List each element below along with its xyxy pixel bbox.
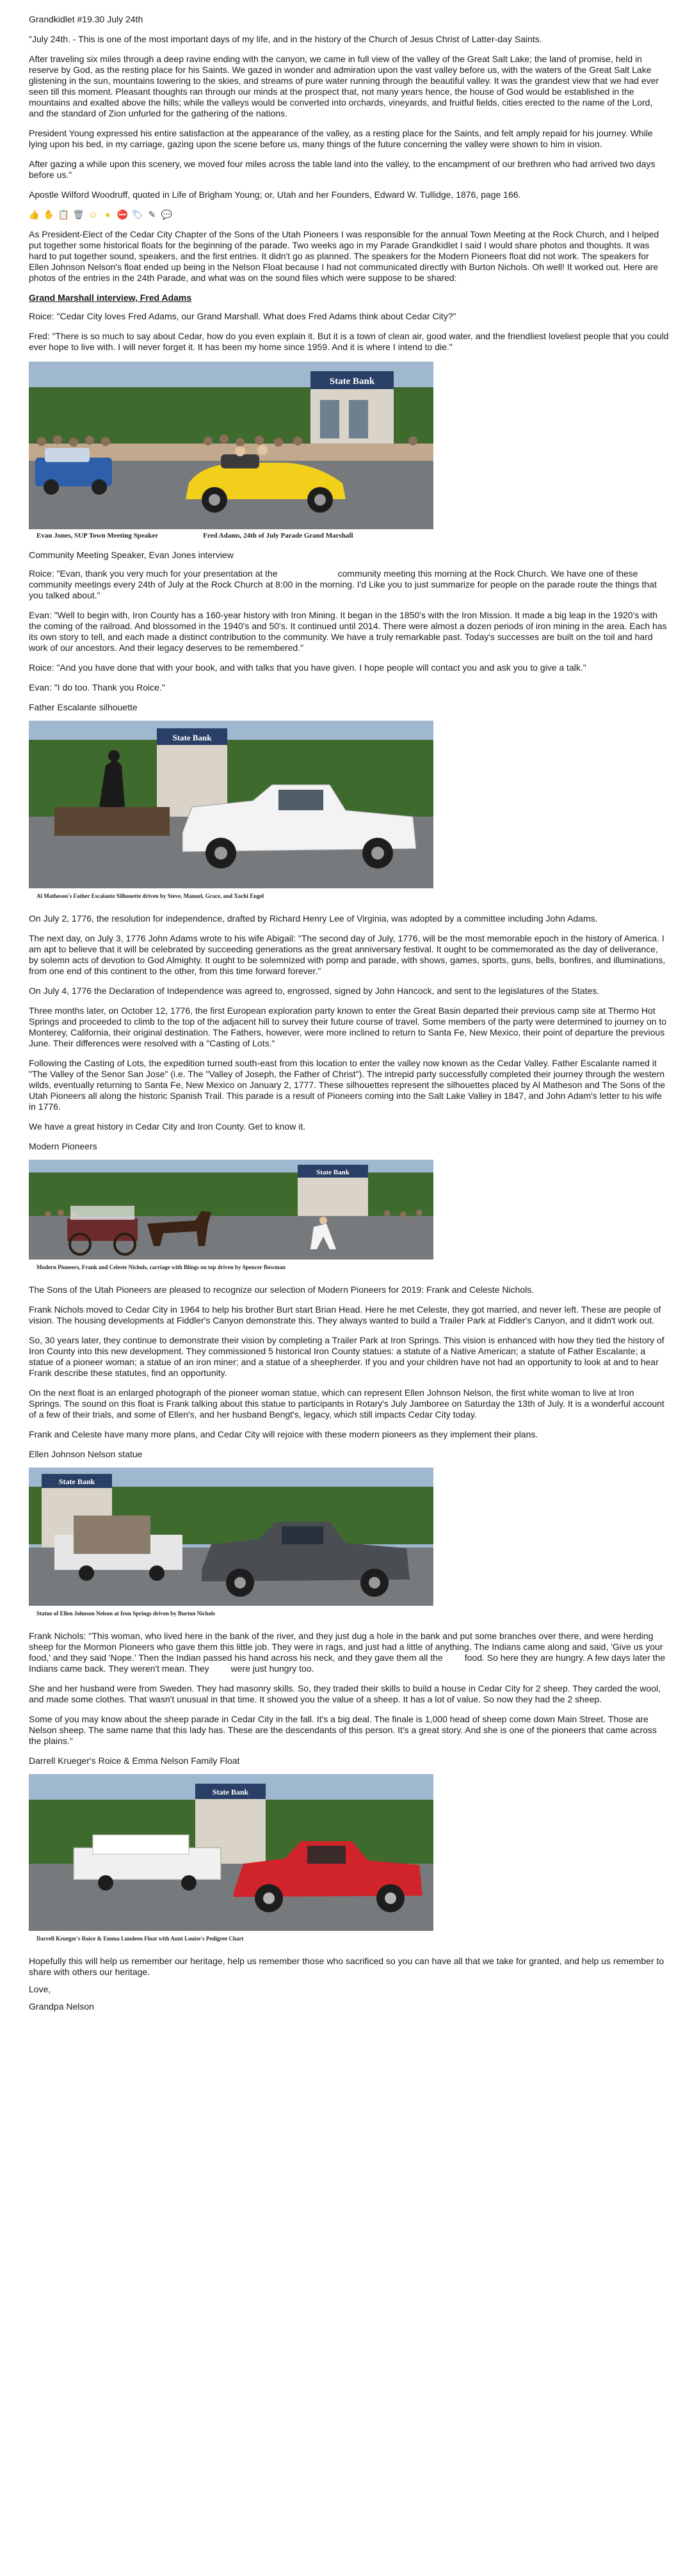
grand-marshall-photo: [29, 362, 433, 529]
closing: [29, 1956, 669, 2012]
bank-sign-text: State Bank: [58, 1477, 95, 1486]
modern-paragraph-5: Frank and Celeste have many more plans, and Cedar City will rejoice with these modern pioneers as they implement their plans.: [29, 1429, 538, 1439]
intro-paragraph-2: President Young expressed his entire satisfaction at the appearance of the valley, as a resting place for the Saints, and felt amply repaid for his journey. While lying upon his bed, in my carriage, gazing upon the scene before us, many things of the future concerning the valley were shown to him in vision.: [29, 128, 653, 149]
speech-bubble-icon[interactable]: 💬: [161, 209, 173, 220]
ellen-paragraph-3: Some of you may know about the sheep parade in Cedar City in the fall. It's a big deal. The finale is 1,000 head of sheep come down Main Street. Those are Nelson sheep. The same name that this lady has. These are the descendants of this person. It's a great story. And she is one of the pioneers that came across the plains.": [29, 1714, 657, 1746]
meeting-roice-2: Roice: "And you have done that with your book, and with talks that you have given. I hope people will contact you and ask you to give a talk.": [29, 662, 586, 673]
escalante-paragraph-1: On July 2, 1776, the resolution for independence, drafted by Richard Henry Lee of Virginia, was adopted by a committee including John Adams.: [29, 913, 598, 924]
meeting-roice-1b: community meeting this morning at the Rock Church. We have one of these community meetings every 24th of July at the Rock Church at 8:00 in the morning. I'd Like you to just summarize for people on the parade route the things that you talked about.": [29, 568, 657, 600]
intro-quote: "July 24th. - This is one of the most important days of my life, and in the history of the Church of Jesus Christ of Latter-day Saints.: [29, 34, 542, 44]
modern-pioneers-photo: [29, 1160, 433, 1260]
ellen-frank-quote-a: Frank Nichols: "This woman, who lived here in the bank of the river, and they just dug a hole in the bank and put some branches over there, and were herding sheep for the Mormon Pioneers who gave them this little job. They were in rags, and just had a little of anything. The Indians came along and said, 'Give us your food,' and they said 'Nope.' Then the Indian passed his hand across his neck, and they gave them all the: [29, 1631, 663, 1663]
meeting-evan-2: Evan: "I do too. Thank you Roice.": [29, 682, 165, 692]
grand-marshall-caption: [36, 532, 669, 540]
page-title: Grandkidlet #19.30 July 24th: [29, 14, 143, 24]
closing-love: Love,: [29, 1984, 51, 1994]
escalante-label: Father Escalante silhouette: [29, 702, 138, 712]
escalante-paragraph-6: We have a great history in Cedar City and Iron County. Get to know it.: [29, 1121, 306, 1132]
meeting-evan-1: Evan: "Well to begin with, Iron County has a 160-year history with Iron Mining. It began in the 1850's with the Iron Mission. It made a big leap in the 1920's with the coming of the railroad. And blossomed in the 1940's and 50's. It continued until 2014. There were almost a dozen periods of iron mining in the area. Each has its own story to tell, and each made a distinct contribution to the community. We have a truly remarkable past. Today's successes are built on the toil and hard work of our ancestors. And their legacy deserves to be remembered.": [29, 610, 667, 653]
closing-signature: Grandpa Nelson: [29, 2001, 94, 2012]
bank-sign-text: State Bank: [329, 376, 375, 387]
president-paragraph: As President-Elect of the Cedar City Chapter of the Sons of the Utah Pioneers I was responsible for the annual Town Meeting at the Rock Church, and I helped put together some historical floats for the beginning of the parade. Two weeks ago in my Parade Grandkidlet I said I would share photos and thoughts. It was hard to put together sound, speakers, and the first entries. It didn't go as planned. The speakers for the Modern Pioneers float did not work. The speakers for Ellen Johnson Nelson's float ended up being in the Nelson Float because I had not communicated directly with Burton Nichols. Oh well! It worked out. Here are photos of the entries in the 24th Parade, and what was on the sound files which were suppose to be shared:: [29, 229, 659, 283]
ellen-label: Ellen Johnson Nelson statue: [29, 1449, 143, 1459]
hand-icon[interactable]: ✋: [43, 209, 55, 220]
reaction-icon-toolbar: [29, 209, 669, 220]
intro-paragraph-3: After gazing a while upon this scenery, we moved four miles across the table land into the valley, to the encampment of our brethren who had arrived two days before us.": [29, 159, 656, 180]
modern-pioneers-caption: Modern Pioneers, Frank and Celeste Nichols, carriage with Blings on top driven by Spencer Bowman: [36, 1264, 286, 1270]
ellen-paragraph-2: She and her husband were from Sweden. They had masonry skills. So, they traded their skills to build a house in Cedar City for 2 sheep. They carded the wool, and made some clothes. That wasn't unusual in that time. It showed you the value of a sheep. It has a lot of value. So now they had the 2 sheep.: [29, 1683, 661, 1704]
escalante-paragraph-3: On July 4, 1776 the Declaration of Independence was agreed to, engrossed, signed by John Hancock, and sent to the legislatures of the States.: [29, 986, 600, 996]
bank-sign-text: State Bank: [172, 733, 212, 742]
marshall-fred-answer: Fred: "There is so much to say about Cedar, how do you even explain it. But it is a town of clean air, good water, and the friendliest loveliest people that you could ever hope to live with. I will never forget it. It has been my home since 1959. And it is where I intend to die.": [29, 331, 669, 352]
marshall-heading: Grand Marshall interview, Fred Adams: [29, 292, 192, 303]
bank-sign-text: State Bank: [316, 1169, 350, 1176]
meeting-roice-1a: Roice: "Evan, thank you very much for your presentation at the: [29, 568, 278, 579]
family-float-caption: Darrell Krueger's Roice & Emma Lundeen Float with Aunt Louise's Pedigree Chart: [36, 1935, 244, 1942]
thumbs-up-icon[interactable]: 👍: [28, 209, 40, 220]
clipboard-icon[interactable]: 📋: [58, 209, 70, 220]
modern-label: Modern Pioneers: [29, 1141, 97, 1151]
meeting-roice-1: [29, 568, 669, 601]
circle-icon[interactable]: ●: [105, 209, 111, 220]
escalante-paragraph-5: Following the Casting of Lots, the expedition turned south-east from this location to enter the valley now known as the Cedar Valley. Father Escalante named it "The Valley of the Senor San Jose" (i.e. The "Valley of Joseph, the Father of Christ"). The intrepid party successfully completed their journey through the western wilds, eventually returning to Santa Fe, New Mexico on January 2, 1777. These silhouettes represent the silhouettes placed by Al Matheson and The Sons of the Utah Pioneers all along the historic Spanish Trail. This parade is a result of Pioneers coming into the Salt Lake Valley in 1847, and John Adam's letter to his wife in 1776.: [29, 1058, 666, 1112]
escalante-paragraph-4: Three months later, on October 12, 1776, the first European exploration party known to enter the Great Basin departed their previous camp site at Thermo Hot Springs and proceeded to climb to the top of the adjacent hill to survey their future course of travel. Some members of the party were determined to journey on to Monterey, California, their original destination. The Fathers, however, were more inclined to return to Santa Fe, New Mexico, their point of departure the previous June. Their differences were resolved with a "Casting of Lots.": [29, 1005, 667, 1048]
intro-citation: Apostle Wilford Woodruff, quoted in Life of Brigham Young; or, Utah and her Founders, Edward W. Tullidge, 1876, page 166.: [29, 189, 521, 200]
error-icon[interactable]: ⛔: [117, 209, 129, 220]
caption-left: Evan Jones, SUP Town Meeting Speaker: [36, 532, 159, 540]
ellen-frank-quote-b: food. So here they are hungry. A few days later the Indians came back. They weren't mean. They: [29, 1652, 666, 1674]
marshall-roice-question: Roice: "Cedar City loves Fred Adams, our Grand Marshall. What does Fred Adams think about Cedar City?": [29, 311, 456, 321]
meeting-label: Community Meeting Speaker, Evan Jones interview: [29, 550, 234, 560]
family-float-photo: [29, 1774, 433, 1931]
modern-paragraph-4: On the next float is an enlarged photograph of the pioneer woman statue, which can represent Ellen Johnson Nelson, the first white woman to live at Iron Springs. The sound on this float is Frank talking about this statue to participants in Rotary's July Jamboree on Saturday the 13th of July. It is a wonderful account of a few of their trials, and some of Ellen's, and her husband Bengt's, legacy, which still impacts Cedar City today.: [29, 1388, 664, 1420]
escalante-caption: Al Matheson's Father Escalante Silhouette driven by Steve, Manuel, Grace, and Xochi Engel: [36, 893, 264, 899]
caption-right: Fred Adams, 24th of July Parade Grand Marshall: [203, 532, 353, 540]
ellen-statue-caption: Statue of Ellen Johnson Nelson at Iron Springs driven by Burton Nichols: [36, 1610, 216, 1617]
closing-paragraph: Hopefully this will help us remember our heritage, help us remember those who sacrificed so you can have all that we take for granted, and help us remember to share with others our heritage.: [29, 1956, 664, 1977]
modern-paragraph-1: The Sons of the Utah Pioneers are pleased to recognize our selection of Modern Pioneers for 2019: Frank and Celeste Nichols.: [29, 1284, 535, 1295]
family-float-label: Darrell Krueger's Roice & Emma Nelson Family Float: [29, 1756, 240, 1766]
escalante-paragraph-2: The next day, on July 3, 1776 John Adams wrote to his wife Abigail: "The second day of July, 1776, will be the most memorable epoch in the history of America. I am apt to believe that it will be celebrated by succeeding generations as the great anniversary festival. It ought to be commemorated as the day of deliverance, by solemn acts of devotion to God Almighty. It ought to be solemnized with pomp and parade, with shows, games, sports, guns, bells, bonfires, and illuminations, from one end of this continent to the other, from this time forward forever.": [29, 933, 666, 976]
modern-paragraph-3: So, 30 years later, they continue to demonstrate their vision by completing a Trailer Park at Iron Springs. This vision is enhanced with how they tied the history of Iron County into this new development. They commissioned 5 historical Iron County statues: a statute of a Native American; a statute of Father Escalante; a statue of a pioneer woman; a statue of an iron miner; and a statue of a sheepherder. If you and your children have not had an opportunity to look at and to hear Frank describe these statutes, find an opportunity.: [29, 1335, 664, 1378]
modern-paragraph-2: Frank Nichols moved to Cedar City in 1964 to help his brother Burt start Brian Head. Here he met Celeste, they got married, and never left. These are people of vision. The housing developments at Fiddler's Canyon demonstrate this. They always wanted to build a Trailer Park at Fiddler's Canyon, and it didn't work out.: [29, 1304, 661, 1325]
email-page: [29, 0, 669, 2012]
smiley-icon[interactable]: ☺: [88, 209, 98, 220]
ellen-frank-quote: [29, 1631, 669, 1674]
ellen-statue-photo: [29, 1468, 433, 1606]
ellen-frank-quote-c: were just hungry too.: [230, 1663, 314, 1674]
intro-paragraph-1: After traveling six miles through a deep ravine ending with the canyon, we came in full view of the valley of the Great Salt Lake; the land of promise, held in reserve by God, as the resting place for his Saints. We gazed in wonder and admiration upon the vast valley before us, with the waters of the Great Salt Lake glistening in the sun, mountains towering to the skies, and streams of pure water running through the beautiful valley. It was the grandest view that we had ever seen till this moment. Pleasant thoughts ran through our minds at the prospect that, not many years hence, the house of God would be established in the mountains and exalted above the hills; while the valleys would be converted into orchards, vineyards, and fruitful fields, cities erected to the name of the Lord, and the standard of Zion unfurled for the gathering of the nations.: [29, 54, 659, 118]
escalante-photo: [29, 721, 433, 888]
trash-icon[interactable]: 🗑: [72, 209, 84, 220]
tag-icon[interactable]: 🏷: [131, 209, 143, 220]
bank-sign-text: State Bank: [212, 1788, 249, 1796]
pen-icon[interactable]: ✎: [148, 209, 156, 220]
